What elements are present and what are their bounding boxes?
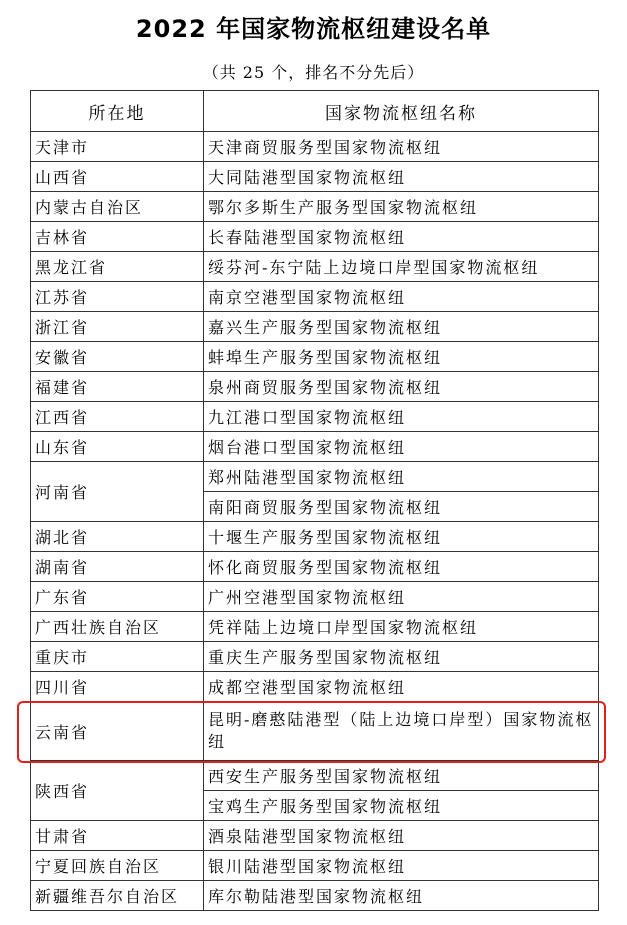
- location-cell: 广东省: [31, 582, 204, 612]
- page-subtitle: （共 25 个，排名不分先后）: [202, 63, 425, 82]
- table-row: [31, 582, 599, 612]
- page-title: 2022 年国家物流枢纽建设名单: [135, 15, 492, 43]
- location-cell: 山西省: [31, 162, 204, 192]
- location-cell: 河南省: [31, 462, 204, 522]
- table-row: [31, 761, 599, 791]
- location-cell: 江苏省: [31, 282, 204, 312]
- hub-name-cell: 泉州商贸服务型国家物流枢纽: [204, 372, 599, 402]
- location-cell: 浙江省: [31, 312, 204, 342]
- table-row: [31, 132, 599, 162]
- table-row: [31, 222, 599, 252]
- table-row: [31, 672, 599, 702]
- header-location: 所在地: [31, 91, 204, 132]
- header-hub-name: 国家物流枢纽名称: [204, 91, 599, 132]
- hub-name-cell: 大同陆港型国家物流枢纽: [204, 162, 599, 192]
- table-row: [31, 642, 599, 672]
- location-cell: 湖北省: [31, 522, 204, 552]
- table-row: [31, 162, 599, 192]
- hub-name-cell: 宝鸡生产服务型国家物流枢纽: [204, 791, 599, 821]
- location-cell: 宁夏回族自治区: [31, 851, 204, 881]
- hub-name-cell: 九江港口型国家物流枢纽: [204, 402, 599, 432]
- hub-name-cell: 库尔勒陆港型国家物流枢纽: [204, 881, 599, 911]
- table-header-row: [31, 91, 599, 132]
- location-cell: 云南省: [31, 702, 204, 761]
- table-row: [31, 522, 599, 552]
- location-cell: 安徽省: [31, 342, 204, 372]
- location-cell: 广西壮族自治区: [31, 612, 204, 642]
- hub-name-cell: 绥芬河-东宁陆上边境口岸型国家物流枢纽: [204, 252, 599, 282]
- location-cell: 天津市: [31, 132, 204, 162]
- hub-name-cell: 重庆生产服务型国家物流枢纽: [204, 642, 599, 672]
- table-row: [31, 552, 599, 582]
- hub-name-cell: 十堰生产服务型国家物流枢纽: [204, 522, 599, 552]
- table-row: [31, 612, 599, 642]
- location-cell: 吉林省: [31, 222, 204, 252]
- location-cell: 四川省: [31, 672, 204, 702]
- hub-name-cell: 嘉兴生产服务型国家物流枢纽: [204, 312, 599, 342]
- location-cell: 内蒙古自治区: [31, 192, 204, 222]
- location-cell: 重庆市: [31, 642, 204, 672]
- hub-name-cell: 郑州陆港型国家物流枢纽: [204, 462, 599, 492]
- table-row: [31, 252, 599, 282]
- table-row: [31, 312, 599, 342]
- hub-name-cell: 酒泉陆港型国家物流枢纽: [204, 821, 599, 851]
- logistics-hub-table: [30, 90, 599, 911]
- table-row-highlighted: [31, 702, 599, 761]
- hub-name-cell: 南阳商贸服务型国家物流枢纽: [204, 492, 599, 522]
- hub-name-cell: 凭祥陆上边境口岸型国家物流枢纽: [204, 612, 599, 642]
- table-row: [31, 432, 599, 462]
- location-cell: 湖南省: [31, 552, 204, 582]
- hub-name-cell: 成都空港型国家物流枢纽: [204, 672, 599, 702]
- table-row: [31, 851, 599, 881]
- table-row: [31, 282, 599, 312]
- table-row: [31, 342, 599, 372]
- hub-name-cell: 昆明-磨憨陆港型（陆上边境口岸型）国家物流枢纽: [204, 702, 599, 761]
- table-row: [31, 821, 599, 851]
- hub-name-cell: 烟台港口型国家物流枢纽: [204, 432, 599, 462]
- table-row: [31, 372, 599, 402]
- hub-name-cell: 西安生产服务型国家物流枢纽: [204, 761, 599, 791]
- hub-name-cell: 广州空港型国家物流枢纽: [204, 582, 599, 612]
- location-cell: 陕西省: [31, 761, 204, 821]
- location-cell: 黑龙江省: [31, 252, 204, 282]
- hub-name-cell: 怀化商贸服务型国家物流枢纽: [204, 552, 599, 582]
- hub-name-cell: 鄂尔多斯生产服务型国家物流枢纽: [204, 192, 599, 222]
- hub-name-cell: 南京空港型国家物流枢纽: [204, 282, 599, 312]
- hub-name-cell: 银川陆港型国家物流枢纽: [204, 851, 599, 881]
- location-cell: 新疆维吾尔自治区: [31, 881, 204, 911]
- hub-name-cell: 长春陆港型国家物流枢纽: [204, 222, 599, 252]
- location-cell: 甘肃省: [31, 821, 204, 851]
- table-row: [31, 192, 599, 222]
- hub-name-cell: 蚌埠生产服务型国家物流枢纽: [204, 342, 599, 372]
- hub-name-cell: 天津商贸服务型国家物流枢纽: [204, 132, 599, 162]
- location-cell: 福建省: [31, 372, 204, 402]
- table-row: [31, 881, 599, 911]
- location-cell: 江西省: [31, 402, 204, 432]
- location-cell: 山东省: [31, 432, 204, 462]
- table-row: [31, 402, 599, 432]
- table-row: [31, 462, 599, 492]
